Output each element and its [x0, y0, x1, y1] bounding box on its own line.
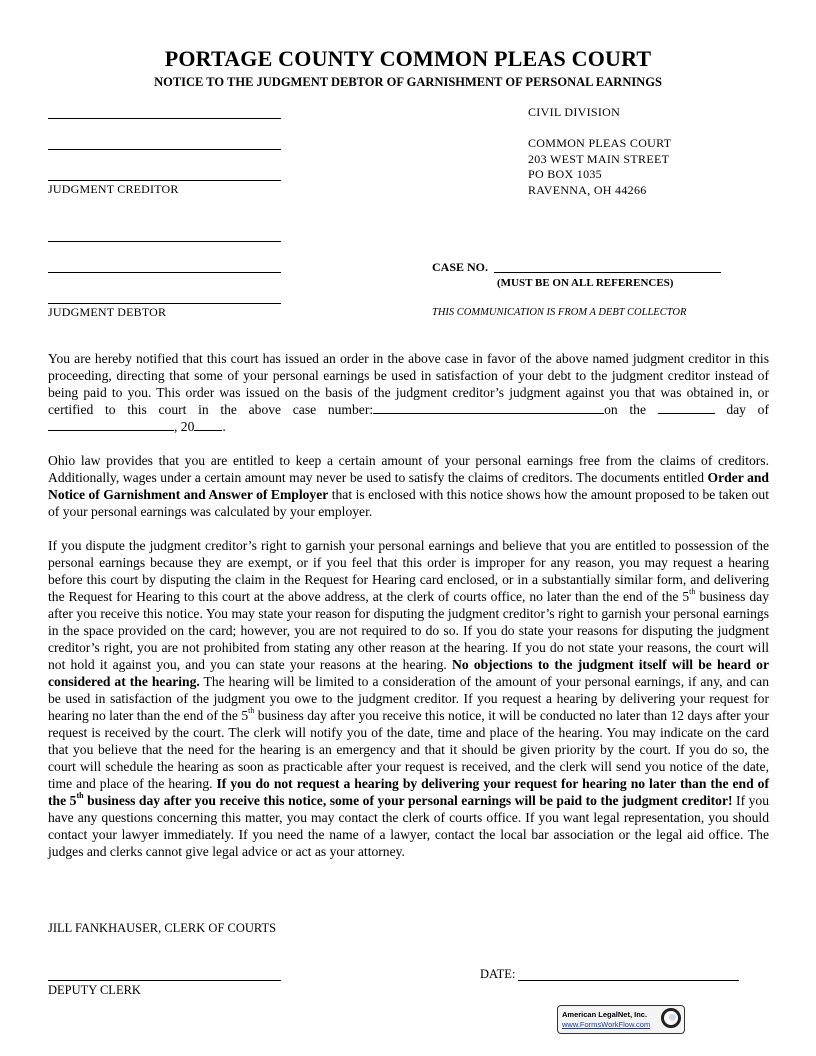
creditor-line-1[interactable]: [48, 118, 281, 119]
logo-url[interactable]: www.FormsWorkFlow.com: [562, 1020, 651, 1029]
american-legalnet-logo: [557, 1005, 685, 1034]
date-field[interactable]: [518, 980, 739, 981]
case-number-field[interactable]: [494, 272, 721, 273]
court-address-line: 203 WEST MAIN STREET: [528, 151, 670, 166]
court-address-line: RAVENNA, OH 44266: [528, 182, 647, 197]
case-number-blank[interactable]: [373, 401, 604, 414]
no-objections-warning: No objections to the judgment itself will be heard or considered at the hearing.: [48, 657, 769, 689]
document-subtitle: NOTICE TO THE JUDGMENT DEBTOR OF GARNISHMENT OF PERSONAL EARNINGS: [154, 75, 662, 89]
deputy-clerk-signature-line[interactable]: [48, 980, 281, 981]
judgment-debtor-label: JUDGMENT DEBTOR: [48, 305, 167, 319]
notice-paragraph-3: If you dispute the judgment creditor’s right to garnish your personal earnings and believe that you are entitled to possession of the personal earnings because they are exempt, or if you feel that this order is improper for any reason, you may request a hearing before this court by disputing the claim in the Request for Hearing card enclosed, or in a substantially similar form, and delivering the Request for Hearing to this court at the above address, at the clerk of courts office, no later than the end of the 5th business day after you receive this notice. You may state your reason for disputing the judgment creditor’s right to garnish your personal earnings in the space provided on the card; however, you are not required to do so. If you do state your reasons for disputing the judgment creditor’s right, you are not prohibited from stating any other reason at the hearing. If you do not state your reasons, the court will not hold it against you, and you can state your reasons at the hearing. No objections to the judgment itself will be heard or considered at the hearing. The hearing will be limited to a consideration of the amount of your personal earnings, if any, and can be used in satisfaction of the judgment you owe to the judgment creditor. If you request a hearing by delivering your request for hearing no later than the end of the 5th business day after you receive this notice, it will be conducted no later than 12 days after your request is received by the court. The clerk will notify you of the date, time and place of the hearing. You may indicate on the card that you believe that the need for the hearing is an emergency and that it should be given priority by the court. If you do so, the court will schedule the hearing as soon as practicable after your request is received, and the clerk will send you notice of the date, time and place of the hearing. If you do not request a hearing by delivering your request for hearing no later than the end of the 5th business day after you receive this notice, some of your personal earnings will be paid to the judgment creditor! If you have any questions concerning this matter, you may contact the clerk of courts office. If you want legal representation, you should contact your lawyer immediately. If you need the name of a lawyer, contact the local bar association or the legal aid office. The judges and clerks cannot give legal advice or act as your attorney.: [48, 538, 770, 859]
month-blank[interactable]: [48, 418, 174, 431]
day-blank[interactable]: [658, 401, 715, 414]
year-blank[interactable]: [194, 418, 222, 431]
debtor-line-3[interactable]: [48, 303, 281, 304]
clerk-of-courts-name: JILL FANKHAUSER, CLERK OF COURTS: [48, 921, 277, 935]
creditor-line-2[interactable]: [48, 149, 281, 150]
date-label: DATE:: [480, 967, 516, 981]
debt-collector-notice: THIS COMMUNICATION IS FROM A DEBT COLLECTOR: [432, 307, 687, 318]
case-number-note: (MUST BE ON ALL REFERENCES): [497, 277, 674, 289]
civil-division: CIVIL DIVISION: [528, 105, 621, 119]
notice-paragraph-1: You are hereby notified that this court has issued an order in the above case in favor of the above named judgment creditor in this proceeding, directing that some of your personal earnings be used in satisfaction of your debt to the judgment creditor instead of being paid to you. This order was issued on the basis of the judgment creditor’s judgment against you that was obtained in, or certified to this court in the above case number: on the day of , 20 .: [48, 351, 769, 434]
debtor-line-2[interactable]: [48, 272, 281, 273]
deputy-clerk-label: DEPUTY CLERK: [48, 983, 141, 997]
document-title: PORTAGE COUNTY COMMON PLEAS COURT: [164, 46, 652, 71]
creditor-line-3[interactable]: [48, 180, 281, 181]
debtor-line-1[interactable]: [48, 241, 281, 242]
case-number-label: CASE NO.: [432, 260, 489, 274]
judgment-creditor-label: JUDGMENT CREDITOR: [48, 182, 179, 196]
logo-company-name: American LegalNet, Inc.: [562, 1010, 648, 1019]
order-notice-title: Order and Notice of Garnishment and Answer of Employer: [48, 470, 769, 502]
hearing-deadline-warning: If you do not request a hearing by delivering your request for hearing no later than the end of the 5th business day after you receive this notice, some of your personal earnings will be paid to the judgment creditor!: [48, 776, 769, 808]
court-address-line: PO BOX 1035: [528, 167, 602, 181]
globe-icon: [661, 1008, 681, 1028]
notice-paragraph-2: Ohio law provides that you are entitled to keep a certain amount of your personal earnings free from the claims of creditors. Additionally, wages under a certain amount may never be used to satisfy the claims of creditors. The documents entitled Order and Notice of Garnishment and Answer of Employer that is enclosed with this notice shows how the amount proposed to be taken out of your personal earnings was calculated by your employer.: [48, 453, 770, 519]
court-address-line: COMMON PLEAS COURT: [528, 136, 672, 150]
court-address-block: [528, 136, 671, 198]
